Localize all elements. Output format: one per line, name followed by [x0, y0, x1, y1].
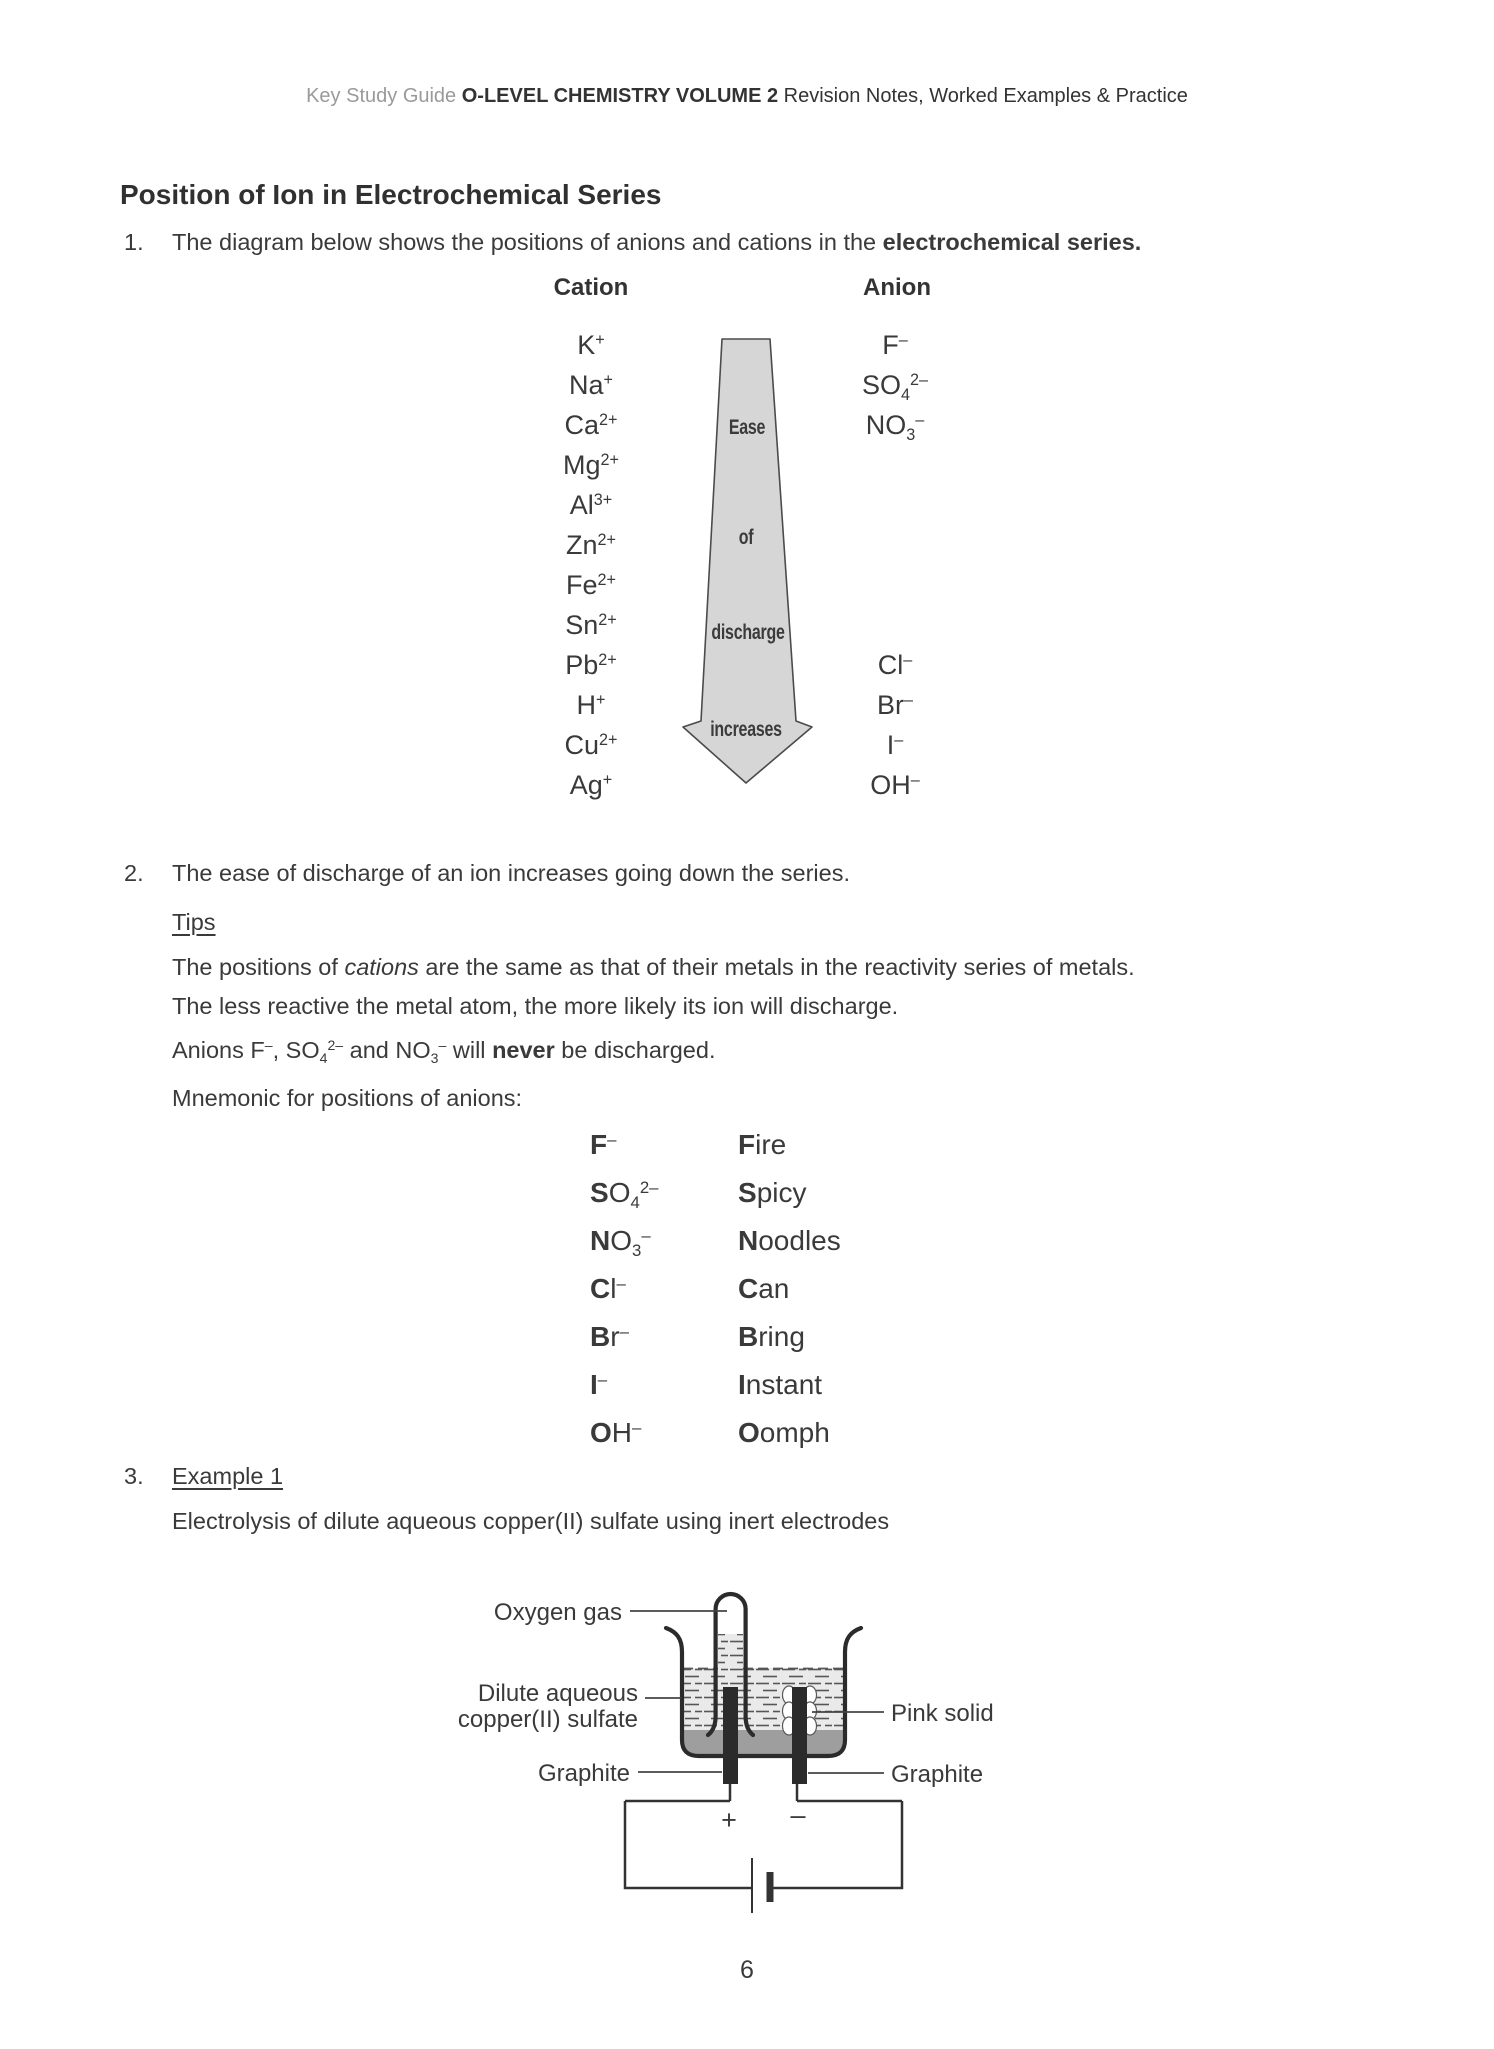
mnemonic-ion: $SO_4^{2-}$ [590, 1177, 659, 1213]
page-number: 6 [740, 1956, 754, 1984]
graphite-left-label: Graphite [537, 1760, 630, 1787]
cation-ion: $Zn^{2+}$ [566, 530, 616, 560]
mnemonic-word: Noodles [738, 1225, 841, 1256]
anode-electrode [723, 1687, 738, 1784]
cation-ion: Na+ [569, 370, 613, 400]
mnemonic-word: Fire [738, 1129, 787, 1160]
down-arrow-shape [683, 339, 812, 783]
cation-column-header: Cation [553, 274, 629, 301]
mnemonic-ion: $NO_3^-$ [590, 1225, 651, 1261]
example-1-description: Electrolysis of dilute aqueous copper(II) sulfate using inert electrodes [172, 1508, 890, 1534]
collected-oxygen-gas-space [718, 1595, 743, 1634]
mnemonic-ion: F– [590, 1129, 617, 1160]
oxygen-gas-label: Oxygen gas [493, 1599, 622, 1626]
circuit-wires [625, 1784, 902, 1888]
cation-ion: $Al^{3+}$ [569, 490, 613, 520]
anion-ion: Br– [876, 690, 914, 720]
cation-ion: $Cu^{2+}$ [564, 730, 618, 760]
mnemonic-intro: Mnemonic for positions of anions: [172, 1085, 523, 1111]
tips-heading: Tips [172, 909, 216, 935]
arrow-word-3: discharge [711, 621, 785, 644]
anion-ion: F– [882, 330, 908, 360]
anion-column-header: Anion [863, 274, 931, 301]
cation-ion: $Pb^{2+}$ [565, 650, 617, 680]
tips-paragraph-line-1: The positions of cations are the same as that of their metals in the reactivity series of metals. [172, 954, 1135, 980]
mnemonic-word: Bring [738, 1321, 805, 1352]
header-series-name: Key Study Guide [306, 85, 457, 107]
cation-ion: $Ca^{2+}$ [564, 410, 618, 440]
item-3-number: 3. [124, 1463, 144, 1489]
anions-never-discharged-line: Anions F–, $SO_4^{2-}$ and $NO_3^-$ will never be discharged. [172, 1037, 716, 1067]
arrow-word-1: Ease [728, 416, 766, 439]
item-1-text: The diagram below shows the positions of anions and cations in the electrochemical series. [172, 229, 1142, 255]
header-subtitle: Revision Notes, Worked Examples & Practice [783, 85, 1188, 107]
cathode-electrode [792, 1687, 807, 1784]
mnemonic-ion: Cl– [590, 1273, 626, 1304]
mnemonic-ion: Br– [590, 1321, 629, 1352]
cation-ion: $Mg^{2+}$ [563, 450, 619, 480]
electrolyte-liquid [683, 1668, 844, 1730]
section-title: Position of Ion in Electrochemical Series [120, 179, 662, 210]
electrolyte-label-line-2: copper(II) sulfate [457, 1706, 638, 1733]
page-header [0, 81, 1494, 111]
mnemonic-word: Can [738, 1273, 790, 1304]
electrolysis-apparatus-diagram [330, 1570, 1030, 1930]
mnemonic-word: Oomph [738, 1417, 830, 1448]
mnemonic-word: Instant [738, 1369, 823, 1400]
pink-solid-label: Pink solid [891, 1700, 994, 1727]
cation-ion: $Fe^{2+}$ [566, 570, 616, 600]
anion-ion: $SO_4^{2-}$ [861, 370, 929, 405]
example-1-heading: Example 1 [172, 1463, 284, 1489]
mnemonic-ion: OH– [590, 1417, 642, 1448]
cation-ion: H+ [576, 690, 606, 720]
arrow-word-2: of [738, 526, 754, 549]
positive-terminal-sign: + [721, 1805, 737, 1835]
negative-terminal-sign: – [790, 1800, 806, 1830]
anion-ion: OH– [870, 770, 920, 800]
arrow-word-4: increases [710, 718, 782, 741]
item-1-number: 1. [124, 229, 144, 255]
electrolyte-label-line-1: Dilute aqueous [477, 1680, 638, 1707]
cation-ion: $Sn^{2+}$ [565, 610, 617, 640]
battery-cell-icon [752, 1858, 770, 1913]
anion-ion: Cl– [877, 650, 913, 680]
header-book-title: O-LEVEL CHEMISTRY VOLUME 2 [461, 85, 779, 107]
item-2-text: The ease of discharge of an ion increases going down the series. [172, 860, 851, 886]
graphite-right-label: Graphite [891, 1761, 984, 1788]
item-2-number: 2. [124, 860, 144, 886]
cation-ion: K+ [577, 330, 605, 360]
mnemonic-word: Spicy [738, 1177, 807, 1208]
anion-ion: $NO_3^-$ [865, 410, 925, 445]
cation-ion: Ag+ [569, 770, 613, 800]
anion-ion: I– [886, 730, 904, 760]
mnemonic-ion: I– [590, 1369, 608, 1400]
tips-paragraph-line-2: The less reactive the metal atom, the more likely its ion will discharge. [172, 993, 899, 1019]
